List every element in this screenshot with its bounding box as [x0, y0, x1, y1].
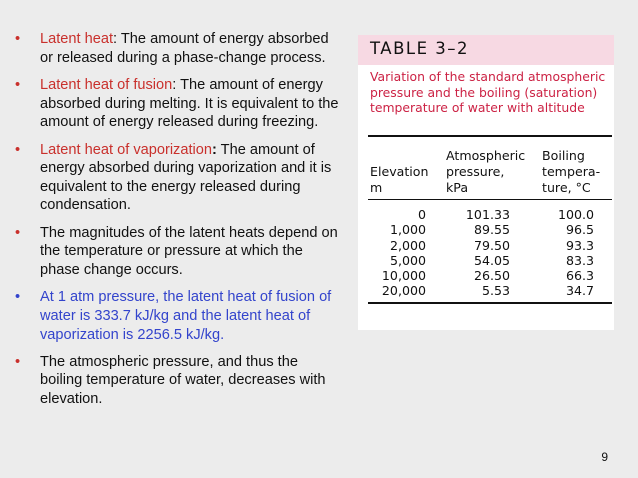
definition-latent-heat-fusion: : The amount of energy absorbed during melting. It is equivalent to the amount of energy released during freezing.	[40, 76, 339, 131]
bullet-dot: •	[15, 76, 21, 93]
bullet-dot: •	[15, 224, 21, 241]
table-cell: 54.05	[473, 252, 510, 268]
bullet-latent-heat-vaporization	[14, 141, 344, 215]
table-cell: 96.5	[565, 222, 594, 238]
bullet-dot: •	[15, 353, 21, 370]
bullet-latent-heat-fusion	[14, 76, 344, 132]
table-cell: 83.3	[565, 252, 594, 268]
bullet-magnitudes	[14, 224, 344, 280]
table-cell: 66.3	[565, 268, 594, 284]
bullet-latent-heat	[14, 30, 344, 67]
table-cell: 79.50	[473, 237, 510, 253]
bullet-magnitudes-text: The magnitudes of the latent heats depend on the temperature or pressure at which the phase change occurs.	[40, 224, 338, 278]
table-cell: 26.50	[473, 268, 510, 284]
table-cell: 0	[417, 207, 426, 222]
table-cell: 10,000	[381, 268, 426, 284]
header-elevation-line1: Elevation	[370, 164, 429, 179]
header-pressure	[446, 148, 536, 196]
table-cell: 2,000	[389, 237, 426, 253]
term-latent-heat: Latent heat	[40, 31, 114, 47]
table-title-bar	[358, 35, 614, 65]
bullet-atmospheric-pressure-text: The atmospheric pressure, and thus the boiling temperature of water, decreases with elevation.	[40, 353, 326, 408]
header-boiling-line3: ture, °C	[542, 180, 591, 195]
table-header-rule	[368, 199, 612, 200]
term-colon: :	[212, 141, 217, 158]
table-cell: 93.3	[565, 237, 594, 253]
table-cell: 34.7	[565, 283, 594, 299]
table-cell: 20,000	[381, 283, 426, 299]
header-pressure-line1: Atmospheric	[446, 148, 526, 163]
table-cell: 5,000	[389, 252, 426, 268]
bullet-dot: •	[15, 289, 21, 306]
page-number: 9	[601, 450, 608, 464]
term-latent-heat-fusion: Latent heat of fusion	[40, 76, 173, 93]
term-latent-heat-vaporization: Latent heat of vaporization	[40, 141, 213, 158]
column-pressure	[450, 207, 510, 299]
table-cell: 101.33	[465, 207, 510, 222]
table-cell: 5.53	[481, 283, 510, 299]
table-title: TABLE 3–2	[370, 39, 470, 58]
table-top-rule	[368, 135, 612, 137]
table-cell: 100.0	[557, 207, 594, 222]
bullet-dot: •	[15, 141, 21, 158]
header-pressure-line2: pressure,	[446, 164, 505, 179]
table-cell: 89.55	[473, 222, 510, 238]
definition-latent-heat-vaporization: The amount of energy absorbed during vaporization and it is equivalent to the energy released during condensation.	[40, 141, 332, 214]
header-boiling-line2: tempera-	[542, 164, 601, 179]
table-caption: Variation of the standard atmospheric pressure and the boiling (saturation) temperature of water with altitude	[370, 69, 606, 115]
bullet-1-atm-values	[14, 288, 344, 344]
table-cell: 1,000	[389, 222, 426, 238]
column-boiling	[538, 207, 594, 299]
bullet-dot: •	[15, 31, 21, 47]
header-boiling	[542, 148, 612, 196]
header-elevation-line2: m	[370, 180, 383, 195]
header-elevation	[370, 164, 440, 196]
bullet-atmospheric-pressure	[14, 353, 344, 409]
table-bottom-rule	[368, 302, 612, 304]
table-3-2	[358, 35, 614, 330]
bullet-1-atm-values-text: At 1 atm pressure, the latent heat of fusion of water is 333.7 kJ/kg and the latent heat of vaporization is 2256.5 kJ/kg.	[40, 289, 332, 343]
header-boiling-line1: Boiling	[542, 148, 585, 163]
column-elevation	[366, 207, 426, 299]
bullet-list	[14, 30, 344, 417]
header-pressure-line3: kPa	[446, 180, 469, 195]
definition-latent-heat: : The amount of energy absorbed or released during a phase-change process.	[40, 31, 329, 66]
